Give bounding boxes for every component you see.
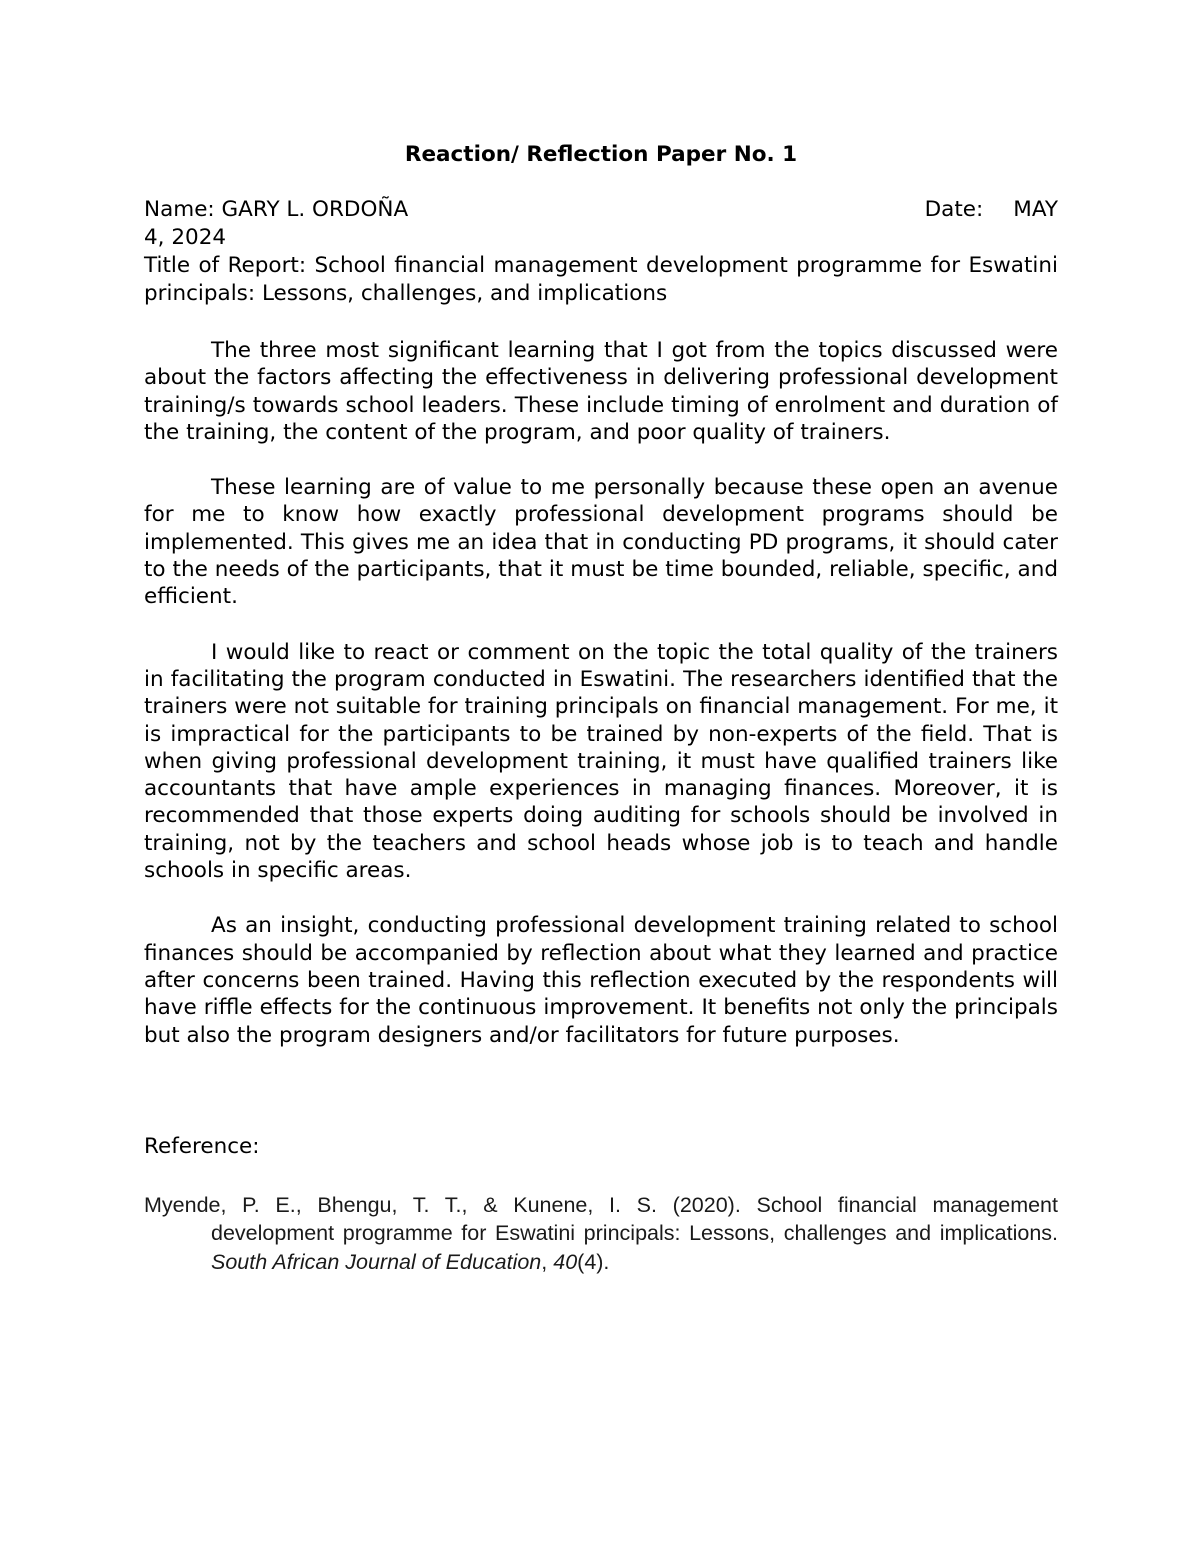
date-value-day-year: 4, 2024 — [144, 225, 227, 250]
reference-heading: Reference: — [144, 1133, 260, 1159]
paragraph-2: These learning are of value to me personally because these open an avenue for me to know how exactly professional development programs should be implemented. This gives me an idea that in conducting PD programs, it should cater to the needs of the participants, that it must be time bounded, reliable, specific, and efficient. — [144, 475, 1058, 610]
date-value-month: MAY — [1013, 197, 1058, 222]
name-date-row — [144, 196, 1058, 224]
reference-separator: , — [541, 1249, 554, 1274]
author-name: Name: GARY L. ORDOÑA — [144, 197, 409, 222]
paragraph-4: As an insight, conducting professional development training related to school finances should be accompanied by reflection about what they learned and practice after concerns been trained. Having this reflection executed by the respondents will have riffle effects for the continuous improvement. It benefits not only the principals but also the program designers and/or facilitators for future purposes. — [144, 913, 1058, 1048]
reference-journal: South African Journal of Education — [211, 1249, 542, 1274]
document-title: Reaction/ Reflection Paper No. 1 — [404, 142, 798, 167]
paragraph-1: The three most significant learning that I got from the topics discussed were about the factors affecting the effectiveness in delivering professional development training/s towards school leaders. These include timing of enrolment and duration of the training, the content of the program, and poor quality of trainers. — [144, 338, 1058, 445]
date-label: Date: — [924, 197, 984, 222]
date-field — [925, 196, 1058, 224]
document-page — [144, 140, 1058, 1276]
reference-citation-text: Myende, P. E., Bhengu, T. T., & Kunene, I. S. (2020). School financial management development programme for Eswatini principals: Lessons, challenges and implications. — [144, 1192, 1058, 1246]
report-title: Title of Report: School financial management development programme for Eswatini principals: Lessons, challenges, and implications — [144, 253, 1058, 306]
reference-issue: (4). — [577, 1249, 610, 1274]
reference-volume: 40 — [553, 1249, 578, 1274]
reference-entry — [144, 1191, 1058, 1277]
paragraph-3: I would like to react or comment on the topic the total quality of the trainers in facilitating the program conducted in Eswatini. The researchers identified that the trainers were not suitable for training principals on financial management. For me, it is impractical for the participants to be trained by non-experts of the field. That is when giving professional development training, it must have qualified trainers like accountants that have ample experiences in managing finances. Moreover, it is recommended that those experts doing auditing for schools should be involved in training, not by the teachers and school heads whose job is to teach and handle schools in specific areas. — [144, 639, 1058, 884]
